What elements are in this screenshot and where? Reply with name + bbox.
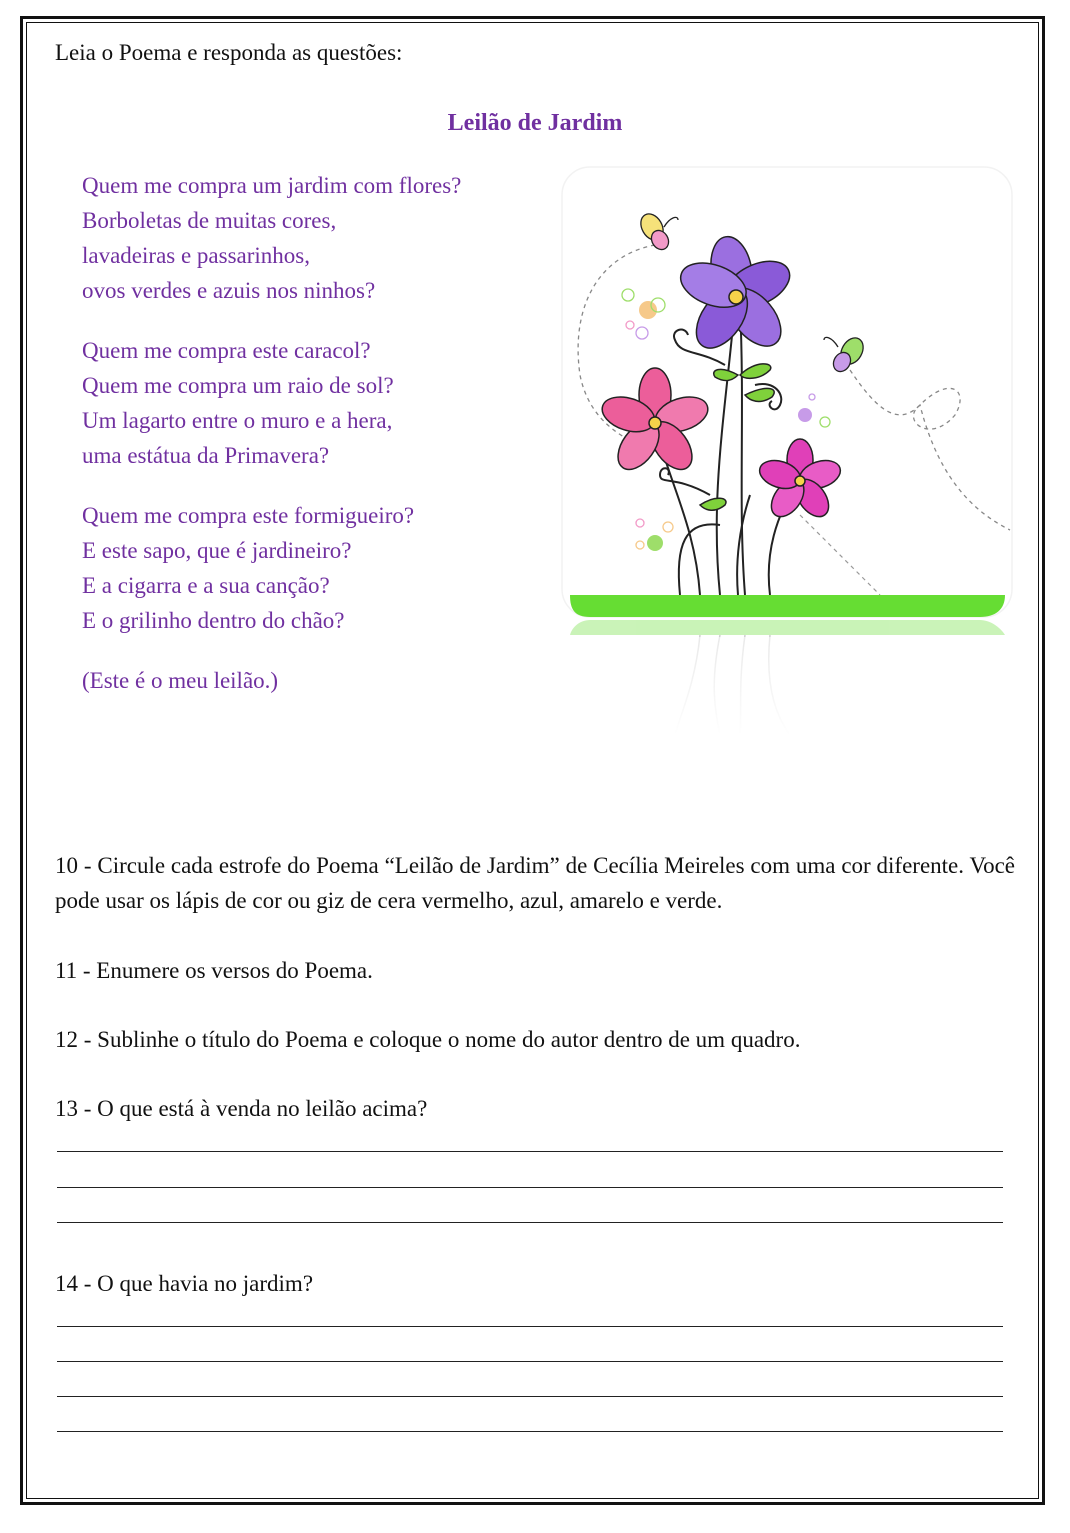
answer-line[interactable] (57, 1326, 1003, 1327)
answer-line[interactable] (57, 1431, 1003, 1432)
answer-line[interactable] (57, 1361, 1003, 1362)
poem-title: Leilão de Jardim (447, 110, 623, 136)
verse: Quem me compra um jardim com flores? (82, 173, 462, 198)
stanza-4 (82, 663, 461, 698)
verse: Quem me compra um raio de sol? (82, 373, 394, 398)
stanza-1 (82, 168, 461, 308)
verse: (Este é o meu leilão.) (82, 668, 279, 693)
answer-line[interactable] (57, 1222, 1003, 1223)
verse: Um lagarto entre o muro e a hera, (82, 408, 393, 433)
question-12: 12 - Sublinhe o título do Poema e coloque o nome do autor dentro de um quadro. (55, 1027, 801, 1052)
verse: uma estátua da Primavera? (82, 443, 330, 468)
answer-line[interactable] (57, 1187, 1003, 1188)
verse: ovos verdes e azuis nos ninhos? (82, 278, 376, 303)
question-11: 11 - Enumere os versos do Poema. (55, 958, 373, 983)
verse: Quem me compra este caracol? (82, 338, 371, 363)
instruction-text: Leia o Poema e responda as questões: (55, 40, 403, 65)
poem-body (82, 168, 461, 723)
answer-line[interactable] (57, 1151, 1003, 1152)
verse: E a cigarra e a sua canção? (82, 573, 330, 598)
stanza-3 (82, 498, 461, 638)
verse: Quem me compra este formigueiro? (82, 503, 415, 528)
stanza-2 (82, 333, 461, 473)
question-10: 10 - Circule cada estrofe do Poema “Leilão de Jardim” de Cecília Meireles com uma cor diferente. Você pode usar os lápis de cor ou giz de cera vermelho, azul, amarelo e verde. (55, 853, 1015, 913)
verse: Borboletas de muitas cores, (82, 208, 337, 233)
verse: lavadeiras e passarinhos, (82, 243, 311, 268)
answer-line[interactable] (57, 1396, 1003, 1397)
verse: E o grilinho dentro do chão? (82, 608, 345, 633)
question-13: 13 - O que está à venda no leilão acima? (55, 1096, 428, 1121)
flower-illustration (560, 165, 1015, 735)
verse: E este sapo, que é jardineiro? (82, 538, 352, 563)
question-14: 14 - O que havia no jardim? (55, 1271, 314, 1296)
